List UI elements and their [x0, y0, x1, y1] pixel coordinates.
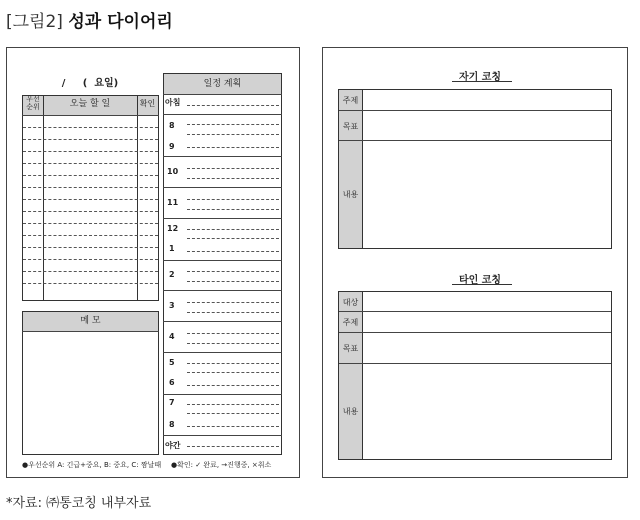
todo-row-line — [23, 139, 158, 140]
schedule-rule — [163, 156, 282, 157]
schedule-title: 일정 계획 — [164, 74, 281, 94]
footnote-check: ●확인: ✓ 완료, →진행중, ×취소 — [171, 461, 272, 469]
hour-label: 6 — [169, 378, 175, 387]
hour-line — [187, 404, 279, 405]
todo-col-task: 오늘 할 일 — [69, 99, 111, 109]
todo-row-line — [23, 175, 158, 176]
footnote-priority: ●우선순위 A: 긴급+중요, B: 중요, C: 짬날때 — [22, 461, 162, 469]
schedule-rule — [163, 394, 282, 395]
self-coaching-row-rule — [339, 140, 611, 141]
hour-label: 2 — [169, 270, 175, 279]
hour-line — [187, 124, 279, 125]
other-coaching-label-topic: 주제 — [339, 312, 363, 333]
hour-label: 7 — [169, 398, 175, 407]
hour-line — [187, 281, 279, 282]
figure-tag: [그림2] — [6, 12, 63, 32]
hour-line — [187, 312, 279, 313]
other-coaching-title-rule — [452, 284, 512, 285]
memo-title: 메 모 — [23, 312, 158, 331]
hour-label: 10 — [167, 167, 179, 176]
todo-row-line — [23, 223, 158, 224]
hour-line — [187, 147, 279, 148]
hour-line — [187, 343, 279, 344]
other-coaching-table — [338, 291, 612, 460]
hour-line — [187, 363, 279, 364]
hour-label: 8 — [169, 420, 175, 429]
todo-col-check: 확인 — [139, 99, 156, 108]
hour-line — [187, 372, 279, 373]
schedule-header-rule — [163, 94, 282, 95]
hour-line — [187, 413, 279, 414]
hour-line — [187, 178, 279, 179]
todo-row-line — [23, 271, 158, 272]
todo-row-line — [23, 259, 158, 260]
figure-title — [6, 7, 173, 32]
todo-row-line — [23, 127, 158, 128]
schedule-evening-label: 야간 — [165, 441, 181, 450]
schedule-morning-line — [187, 105, 279, 106]
schedule-rule — [163, 435, 282, 436]
hour-label: 4 — [169, 332, 175, 341]
self-coaching-label-goal: 목표 — [339, 111, 363, 141]
other-coaching-row-rule — [339, 311, 611, 312]
schedule-morning-label: 아침 — [165, 98, 181, 107]
hour-line — [187, 302, 279, 303]
hour-label: 3 — [169, 301, 175, 310]
other-coaching-title: 타인 코칭 — [458, 275, 502, 286]
hour-label: 5 — [169, 358, 175, 367]
schedule-rule — [163, 260, 282, 261]
todo-row-line — [23, 163, 158, 164]
schedule-rule — [163, 321, 282, 322]
hour-line — [187, 271, 279, 272]
other-coaching-row-rule — [339, 332, 611, 333]
hour-label: 11 — [167, 198, 179, 207]
hour-line — [187, 426, 279, 427]
hour-line — [187, 209, 279, 210]
schedule-rule — [163, 290, 282, 291]
hour-label: 1 — [169, 244, 175, 253]
hour-label: 8 — [169, 121, 175, 130]
other-coaching-row-rule — [339, 363, 611, 364]
self-coaching-title: 자기 코칭 — [458, 72, 502, 83]
hour-line — [187, 229, 279, 230]
figure-name: 성과 다이어리 — [68, 12, 173, 32]
hour-line — [187, 385, 279, 386]
hour-line — [187, 134, 279, 135]
other-coaching-label-goal: 목표 — [339, 333, 363, 364]
self-coaching-row-rule — [339, 110, 611, 111]
todo-row-line — [23, 199, 158, 200]
todo-row-line — [23, 211, 158, 212]
todo-row-line — [23, 283, 158, 284]
memo-header-rule — [22, 331, 159, 332]
todo-row-line — [23, 247, 158, 248]
schedule-evening-line — [187, 446, 279, 447]
self-coaching-label-topic: 주제 — [339, 90, 363, 111]
schedule-rule — [163, 114, 282, 115]
source-note: *자료: ㈜통코칭 내부자료 — [6, 496, 152, 511]
hour-line — [187, 238, 279, 239]
todo-row-line — [23, 151, 158, 152]
hour-line — [187, 251, 279, 252]
self-coaching-label-content: 내용 — [339, 141, 363, 248]
other-coaching-label-target: 대상 — [339, 292, 363, 312]
schedule-rule — [163, 218, 282, 219]
self-coaching-table — [338, 89, 612, 249]
hour-label: 9 — [169, 142, 175, 151]
schedule-table — [163, 73, 282, 455]
self-coaching-title-rule — [452, 81, 512, 82]
schedule-rule — [163, 187, 282, 188]
hour-label: 12 — [167, 224, 179, 233]
todo-header-rule — [22, 115, 159, 116]
todo-col-priority: 우선 순위 — [26, 95, 40, 111]
schedule-rule — [163, 352, 282, 353]
todo-row-line — [23, 187, 158, 188]
hour-line — [187, 168, 279, 169]
other-coaching-label-content: 내용 — [339, 364, 363, 459]
hour-line — [187, 333, 279, 334]
memo-box — [22, 311, 159, 455]
date-header: / ( 요일) — [61, 78, 119, 89]
todo-row-line — [23, 235, 158, 236]
hour-line — [187, 199, 279, 200]
